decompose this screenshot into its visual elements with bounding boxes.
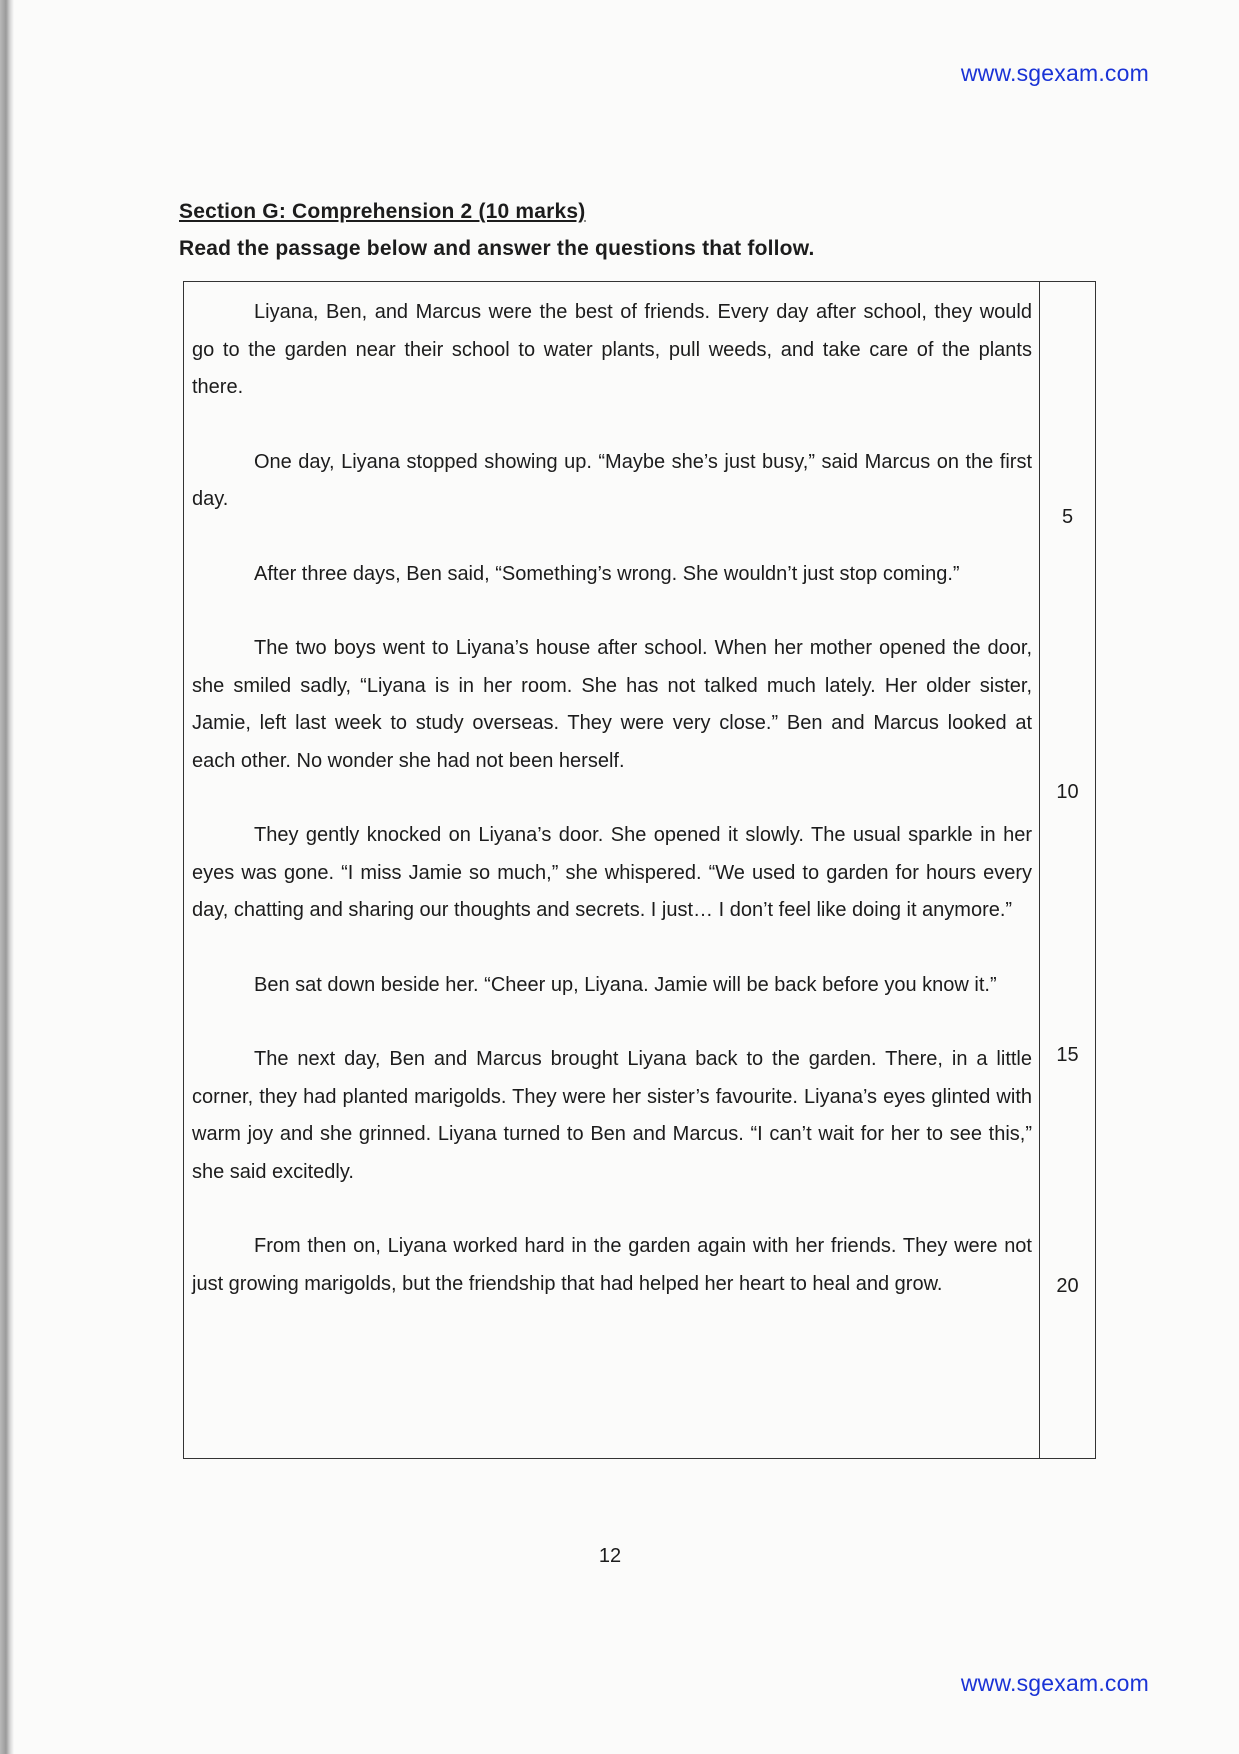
scan-edge xyxy=(0,0,14,1754)
instruction-text: Read the passage below and answer the questions that follow. xyxy=(179,237,815,260)
passage-paragraph: The two boys went to Liyana’s house after school. When her mother opened the door, she smiled sadly, “Liyana is in her room. She has not talked much lately. Her older sister, Jamie, left last week to study overseas. They were very close.” Ben and Marcus looked at each other. No wonder she had not been herself. xyxy=(192,637,1032,772)
passage-text xyxy=(192,294,1032,1303)
passage-paragraph: The next day, Ben and Marcus brought Liyana back to the garden. There, in a little corner, they had planted marigolds. They were her sister’s favourite. Liyana’s eyes glinted with warm joy and she grinned. Liyana turned to Ben and Marcus. “I can’t wait for her to see this,” she said excitedly. xyxy=(192,1048,1032,1183)
site-link-footer[interactable]: www.sgexam.com xyxy=(960,1670,1149,1696)
passage-box xyxy=(183,281,1096,1459)
line-number-20: 20 xyxy=(1056,1275,1079,1297)
passage-paragraph: After three days, Ben said, “Something’s wrong. She wouldn’t just stop coming.” xyxy=(254,562,960,585)
line-number-5: 5 xyxy=(1061,506,1074,528)
passage-paragraph: Liyana, Ben, and Marcus were the best of friends. Every day after school, they would go to the garden near their school to water plants, pull weeds, and take care of the plants there. xyxy=(192,301,1032,398)
page-number: 12 xyxy=(598,1545,622,1567)
passage-paragraph: One day, Liyana stopped showing up. “Maybe she’s just busy,” said Marcus on the first day. xyxy=(192,450,1032,510)
passage-paragraph: They gently knocked on Liyana’s door. She opened it slowly. The usual sparkle in her eyes was gone. “I miss Jamie so much,” she whispered. “We used to garden for hours every day, chatting and sharing our thoughts and secrets. I just… I don’t feel like doing it anymore.” xyxy=(192,824,1032,921)
line-number-15: 15 xyxy=(1056,1044,1079,1066)
section-title: Section G: Comprehension 2 (10 marks) xyxy=(179,200,586,223)
passage-paragraph: Ben sat down beside her. “Cheer up, Liyana. Jamie will be back before you know it.” xyxy=(254,973,997,996)
passage-paragraph: From then on, Liyana worked hard in the garden again with her friends. They were not just growing marigolds, but the friendship that had helped her heart to heal and grow. xyxy=(192,1235,1032,1295)
site-link-header[interactable]: www.sgexam.com xyxy=(960,60,1149,86)
line-number-10: 10 xyxy=(1056,781,1079,803)
